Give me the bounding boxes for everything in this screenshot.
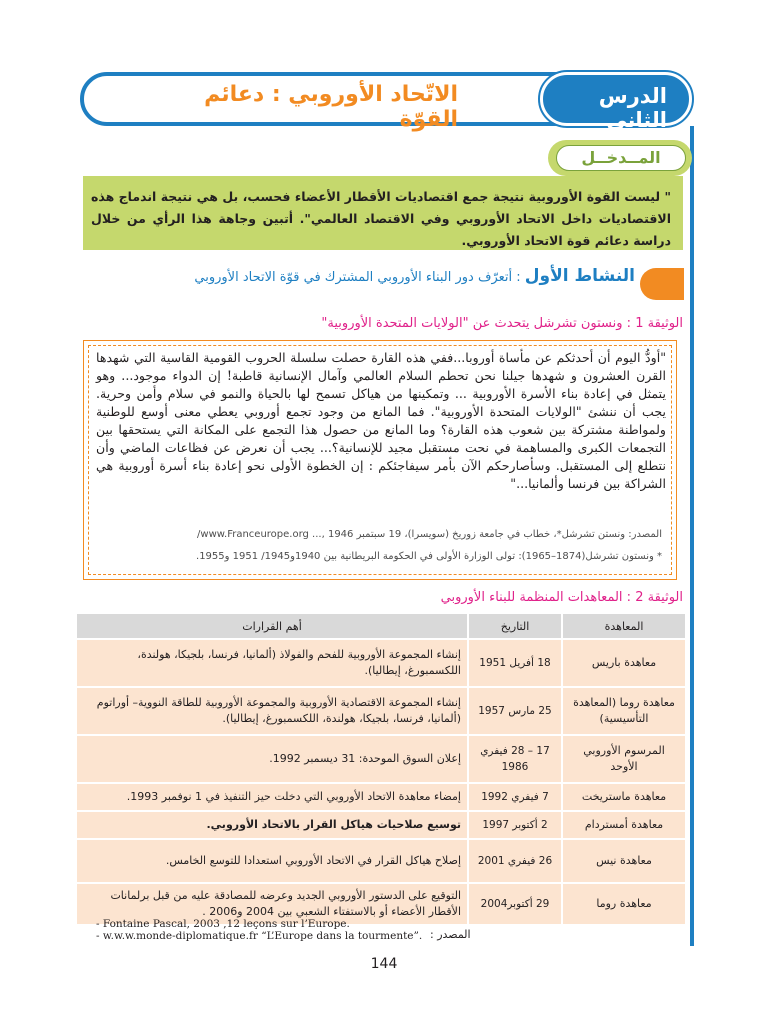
treaty-name: معاهدة روما [562, 883, 686, 925]
doc2-sources [96, 918, 426, 942]
intro-text: " ليست القوة الأوروبية نتيجة جمع اقتصاديات الأقطار الأعضاء فحسب، بل هي نتيجة اندماج هذه الاقتصاديات داخل الاتحاد الأوروبي وفي الاقتصاد العالمي". أتبين وجاهة هذا الرأي من خلال دراسة دعائم قوة الاتحاد الأوروبي. [91, 189, 671, 248]
treaty-date: 17 – 28 فيفري 1986 [468, 735, 562, 783]
header-treaty: المعاهدة [562, 613, 686, 639]
lesson-title-banner [80, 72, 582, 132]
header-date: التاريخ [468, 613, 562, 639]
treaty-decision: إنشاء المجموعة الأوروبية للفحم والفولاذ (ألمانيا، فرنسا، بلجيكا، هولندة، اللكسمبورغ، إيطاليا). [76, 639, 468, 687]
doc1-quote-box [83, 340, 677, 580]
table-row [76, 639, 686, 687]
doc1-source: المصدر: ونستن تشرشل*، خطاب في جامعة زوريخ (سويسرا)، 19 سبتمبر 1946 ,... www.Franceurope.org/ [197, 529, 662, 540]
treaty-name: المرسوم الأوروبي الأوحد [562, 735, 686, 783]
table-row [76, 687, 686, 735]
doc1-quote: "أودُّ اليوم أن أحدثكم عن مأساة أوروبا...ففي هذه القارة حصلت سلسلة الحروب القومية القاسية التي شهدها القرن العشرون و شهدها جيلنا نحن تحطم السلام العالمي وآمال الإنسانية قاطبة! إن الدواء موجود... وهو يتمثل في إعادة بناء الأسرة الأوروبية ... وتمكينها من هياكل تسمح لها بالحياة والنمو في سلام وأمن وحرية. يجب أن ننشئ "الولايات المتحدة الأوروبية". فما المانع من وجود تجمع أوروبي يعطي معنى أوسع للوطنية ولمواطنة مشتركة بين شعوب هذه القارة؟ وما المانع من حصول هذا التجمع على المكانة التي يستحقها بين التجمعات الكبرى والمساهمة في نحت مستقبل مجيد للإنسانية؟... يجب أن نعرض عن فظاعات الماضي وأن نتطلع إلى المستقبل. وسأصارحكم الآن بأمر سيفاجئكم : إن الخطوة الأولى نحو إعادة بناء أسرة أوروبية هي الشراكة بين فرنسا وألمانيا..." [96, 350, 666, 491]
table-row [76, 735, 686, 783]
treaty-decision: إنشاء المجموعة الاقتصادية الأوروبية والمجموعة الأوروبية للطاقة النووية– أوراتوم (ألمانيا، فرنسا، بلجيكا، هولندة، اللكسمبورغ، إيطاليا). [76, 687, 468, 735]
treaty-date: 18 أفريل 1951 [468, 639, 562, 687]
treaty-name: معاهدة أمستردام [562, 811, 686, 839]
table-row [76, 839, 686, 883]
treaty-name: معاهدة باريس [562, 639, 686, 687]
treaty-decision: إصلاح هياكل القرار في الاتحاد الأوروبي استعدادا للتوسع الخامس. [76, 839, 468, 883]
treaty-name: معاهدة نيس [562, 839, 686, 883]
treaty-name: معاهدة ماستريخت [562, 783, 686, 811]
lesson-title: الاتّحاد الأوروبي : دعائم القوّة [204, 82, 458, 132]
page-number: 144 [370, 956, 398, 972]
lesson-badge [540, 72, 692, 132]
activity-text: : أتعرّف دور البناء الأوروبي المشترك في قوّة الاتحاد الأوروبي [194, 270, 521, 285]
header-decisions: أهم القرارات [76, 613, 468, 639]
activity-heading [83, 266, 635, 286]
source-line: - w.w.w.monde-diplomatique.fr “L’Europe dans la tourmente”. [96, 930, 423, 942]
doc2-title: الوثيقة 2 : المعاهدات المنظمة للبناء الأوروبي [440, 590, 683, 605]
activity-label: النشاط الأول [524, 266, 635, 286]
treaty-date: 29 أكتوبر2004 [468, 883, 562, 925]
source-line: - Fontaine Pascal, 2003 ,12 leçons sur l’Europe. [96, 918, 350, 930]
activity-marker [640, 268, 684, 300]
treaty-name: معاهدة روما (المعاهدة التأسيسية) [562, 687, 686, 735]
treaties-table [75, 612, 687, 926]
lesson-label: الدرس الثاني [598, 84, 667, 132]
table-header-row [76, 613, 686, 639]
table-row [76, 811, 686, 839]
treaty-decision: إمضاء معاهدة الاتحاد الأوروبي التي دخلت حيز التنفيذ في 1 نوفمبر 1993. [76, 783, 468, 811]
doc1-title: الوثيقة 1 : ونستون تشرشل يتحدث عن "الولايات المتحدة الأوروبية" [321, 316, 683, 331]
margin-rule [690, 126, 694, 946]
treaty-decision: إعلان السوق الموحدة: 31 ديسمبر 1992. [76, 735, 468, 783]
intro-box [83, 176, 683, 250]
treaty-date: 26 فيفري 2001 [468, 839, 562, 883]
doc1-note: * ونستون تشرشل(1874–1965): تولى الوزارة الأولى في الحكومة البريطانية بين 1940و1945/ 1951 و1955. [196, 551, 662, 562]
treaty-decision: توسيع صلاحيات هياكل القرار بالاتحاد الأوروبي. [76, 811, 468, 839]
treaty-date: 2 أكتوبر 1997 [468, 811, 562, 839]
intro-tab-label: المــدخــل [556, 145, 686, 171]
treaty-decision: التوقيع على الدستور الأوروبي الجديد وعرضه للمصادقة عليه من قبل برلمانات الأقطار الأعضاء أو بالاستفتاء الشعبي بين 2004 و2006 . [76, 883, 468, 925]
doc2-source-label: المصدر : [430, 928, 471, 941]
treaty-date: 25 مارس 1957 [468, 687, 562, 735]
table-row [76, 783, 686, 811]
treaty-date: 7 فيفري 1992 [468, 783, 562, 811]
intro-tab [548, 140, 692, 176]
